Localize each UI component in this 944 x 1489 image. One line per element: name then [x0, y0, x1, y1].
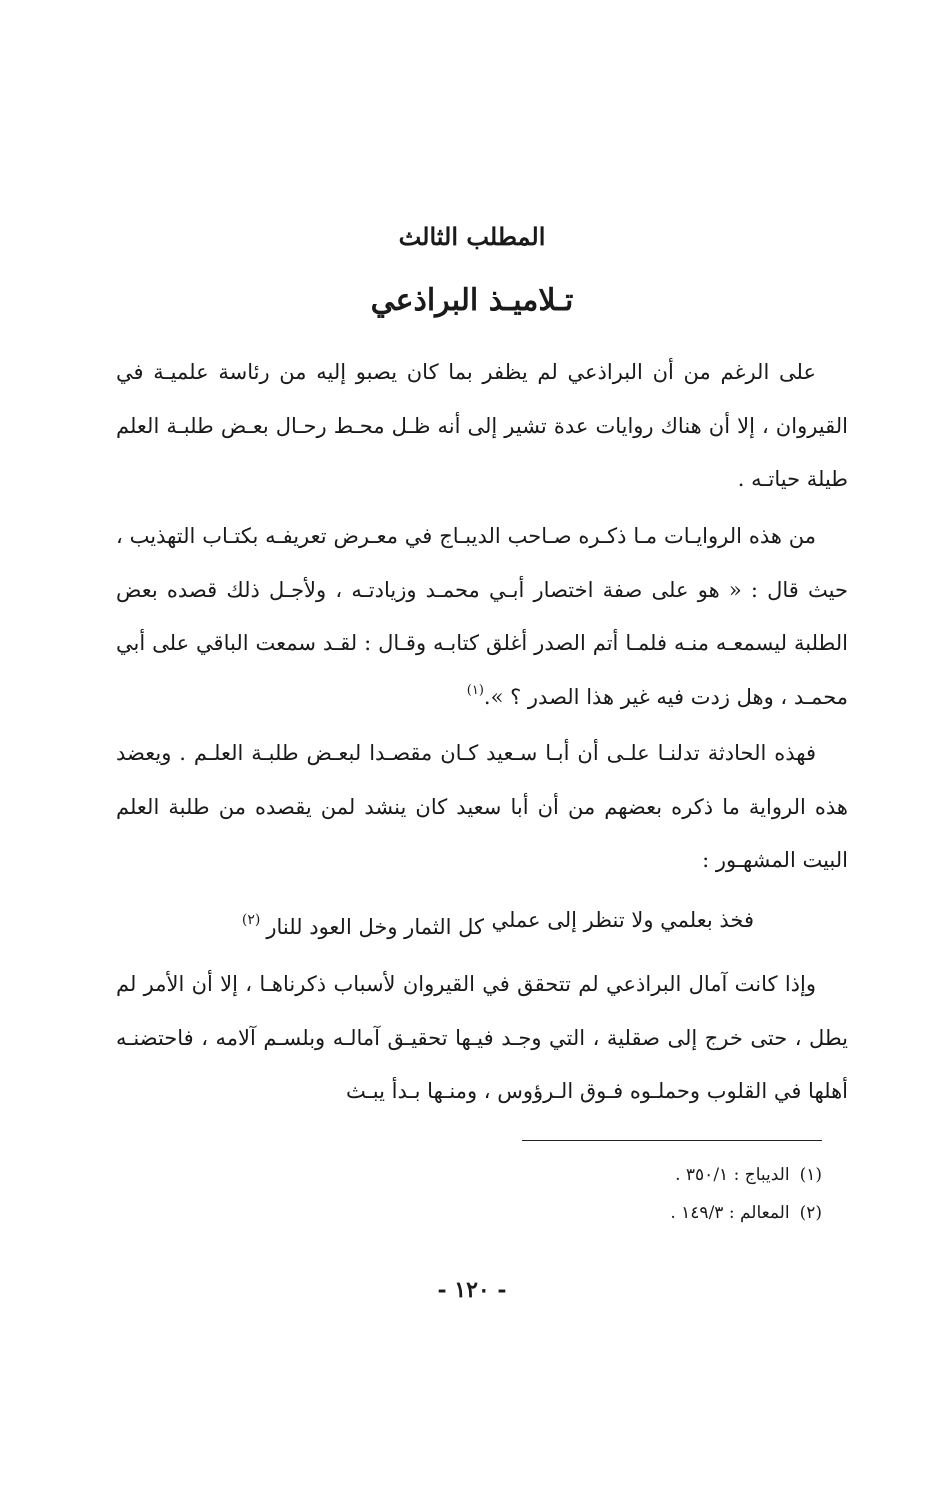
- paragraph-1: [116, 346, 848, 507]
- paragraph-4-text: وإذا كانت آمال البراذعي لم تتحقق في القيروان لأسباب ذكرناهـا ، إلا أن الأمر لم يطل ، حتى خرج إلى صقلية ، التي وجـد فيـها تحقيـق آمالـه وبلسـم آلامه ، فاحتضنـه أهلها في القلوب وحملـوه فـوق الـرؤوس ، ومنـها بـدأ يبـث: [116, 972, 848, 1103]
- footnote-2-number: (٢): [799, 1203, 822, 1223]
- paragraph-4: [116, 958, 848, 1119]
- footnote-2: [122, 1194, 822, 1232]
- verse-first-hemistich: فخذ بعلمي ولا تنظر إلى عملي: [491, 908, 754, 932]
- footnote-2-text: المعالم : ١٤٩/٣ .: [670, 1203, 790, 1223]
- paragraph-2-text: من هذه الروايـات مـا ذكـره صـاحب الديبـاج في معـرض تعريفـه بكتـاب التهذيب ، حيث قال : « هو على صفة اختصار أبـي محمـد وزيادتـه ، ولأجـل ذلك قصده بعض الطلبة ليسمعـه منـه فلمـا أتم الصدر أغلق كتابـه وقـال : لقـد سمعت الباقي على أبي محمـد ، وهل زدت فيه غير هذا الصدر ؟ ».: [116, 524, 848, 709]
- section-heading: المطلب الثالث: [398, 222, 546, 251]
- paragraph-1-text: على الرغم من أن البراذعي لم يظفر بما كان يصبو إليه من رئاسة علميـة في القيروان ، إلا أن هناك روايات عدة تشير إلى أنه ظـل محـط رحـال بعـض طلبـة العلم طيلة حياتـه .: [116, 360, 848, 491]
- verse-second-hemistich: كل الثمار وخل العود للنار: [266, 915, 484, 939]
- footnote-separator: [522, 1140, 822, 1141]
- paragraph-3-text: فهذه الحادثة تدلنـا علـى أن أبـا سـعيد كـان مقصـدا لبعـض طلبـة العلـم . ويعضد هذه الرواية ما ذكره بعضهم من أن أبا سعيد كان ينشد لمن يقصده من طلبة العلم البيت المشهـور :: [116, 741, 848, 872]
- footnote-1-text: الديباج : ٣٥٠/١ .: [675, 1165, 790, 1185]
- paragraph-2: [116, 510, 848, 724]
- footnote-ref-1: (١): [466, 682, 484, 698]
- footnotes: [122, 1156, 822, 1232]
- verse-second-hemistich-wrap: [242, 894, 484, 953]
- footnote-1: [122, 1156, 822, 1194]
- page-number: - ١٢٠ -: [437, 1277, 507, 1303]
- chapter-title: تـلاميـذ البراذعي: [370, 283, 574, 318]
- poetry-verse: [124, 894, 814, 946]
- footnote-1-number: (١): [799, 1165, 822, 1185]
- paragraph-3: [116, 727, 848, 888]
- footnote-ref-2: (٢): [241, 912, 261, 928]
